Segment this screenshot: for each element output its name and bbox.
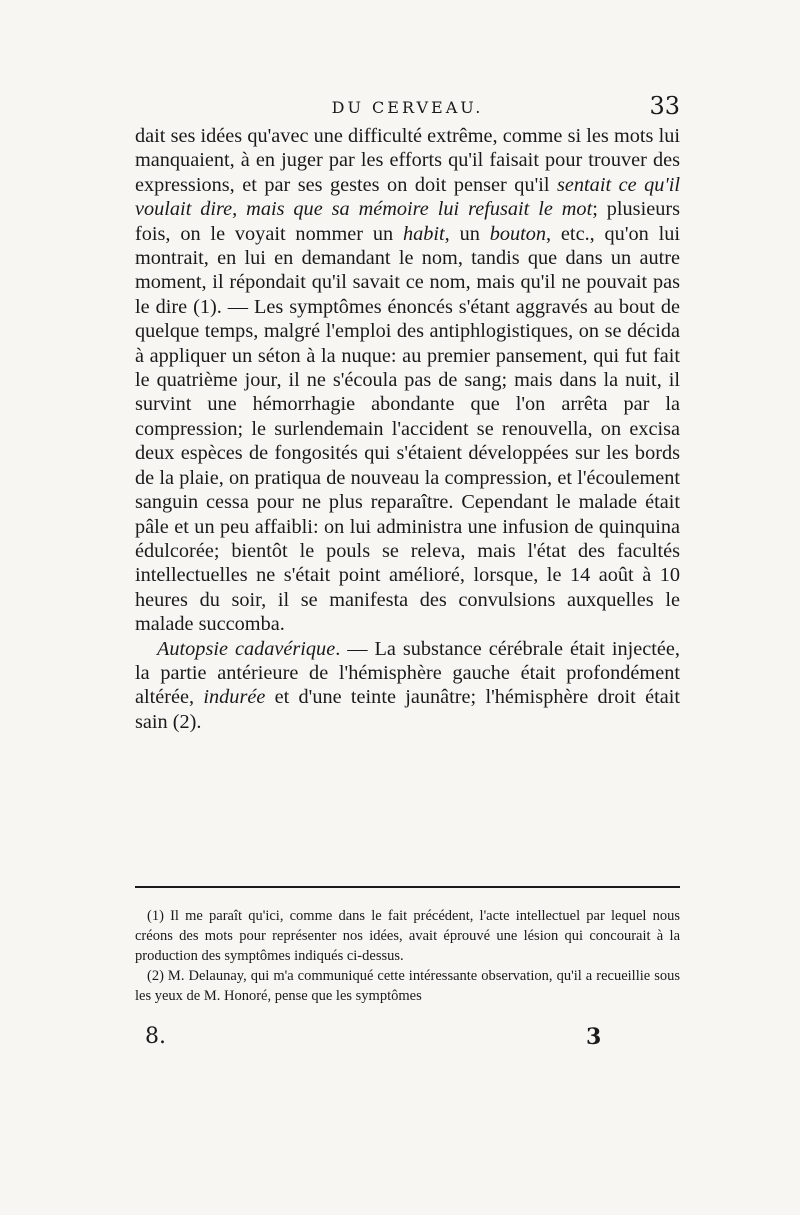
paragraph-case-report (135, 124, 680, 637)
italic-run: bouton (489, 222, 547, 245)
text-run: et d'une teinte jaunâtre; l'hémisphère droit était sain (2). (135, 686, 681, 733)
footnotes (135, 906, 680, 1006)
text-run: , un (444, 222, 490, 245)
footnote-rule (135, 886, 680, 888)
italic-run: habit (402, 222, 445, 245)
text-run: . — La substance cérébrale était injectée, la partie antérieure de l'hémisphère gauche était profondément altérée, (135, 637, 680, 709)
section-heading: Autopsie cadavérique (157, 637, 336, 660)
text-run: ; plusieurs fois, on le voyait nommer un (135, 198, 680, 245)
footnote-2: (2) M. Delaunay, qui m'a communiqué cette intéressante observation, qu'il a recueillie sous les yeux de M. Honoré, pense que les symptômes (135, 968, 680, 1004)
catchword: 3 (586, 1024, 602, 1050)
footnote-1: (1) Il me paraît qu'ici, comme dans le fait précédent, l'acte intellectuel par lequel nous créons des mots pour représenter nos idées, avait éprouvé une lésion qui concourait à la production des symptômes indiqués ci-dessus. (135, 908, 680, 964)
page-header (135, 92, 680, 126)
italic-run: indurée (203, 686, 266, 709)
paragraph-autopsy (135, 637, 680, 735)
text-run: dait ses idées qu'avec une difficulté extrême, comme si les mots lui manquaient, à en juger par les efforts qu'il faisait pour trouver des expressions, et par ses gestes on doit penser qu'il (135, 125, 680, 196)
text-run: , etc., qu'on lui montrait, en lui en demandant le nom, tandis que dans un autre moment, il répondait qu'il savait ce nom, mais qu'il ne pouvait pas le dire (1). — Les symptômes énoncés s'étant aggravés au bout de quelque temps, malgré l'emploi des antiphlogistiques, on se décida à appliquer un séton à la nuque: au premier pansement, qui fut fait le quatrième jour, il ne s'écoula pas de sang; mais dans la nuit, il survint une hémorrhagie abondante que l'on arrêta par la compression; le surlendemain l'accident se renouvella, on excisa deux espèces de fongosités qui s'étaient développées sur les bords de la plaie, on pratiqua de nouveau la compression, et l'écoulement sanguin cessa pour ne plus reparaître. Cependant le malade était pâle et un peu affaibli: on lui administra une infusion de quinquina édulcorée; bientôt le pouls se releva, mais l'état des facultés intellectuelles ne s'était point amélioré, lorsque, le 14 août à 10 heures du soir, il se manifesta des convulsions auxquelles le malade succomba. (135, 222, 680, 636)
page-number: 33 (649, 92, 680, 120)
body-text (135, 124, 680, 734)
running-head: DU CERVEAU. (331, 98, 484, 117)
printer-signature: 8. (145, 1024, 166, 1049)
italic-run: sentait ce qu'il voulait dire, mais que sa mémoire lui refusait le mot (135, 173, 680, 221)
